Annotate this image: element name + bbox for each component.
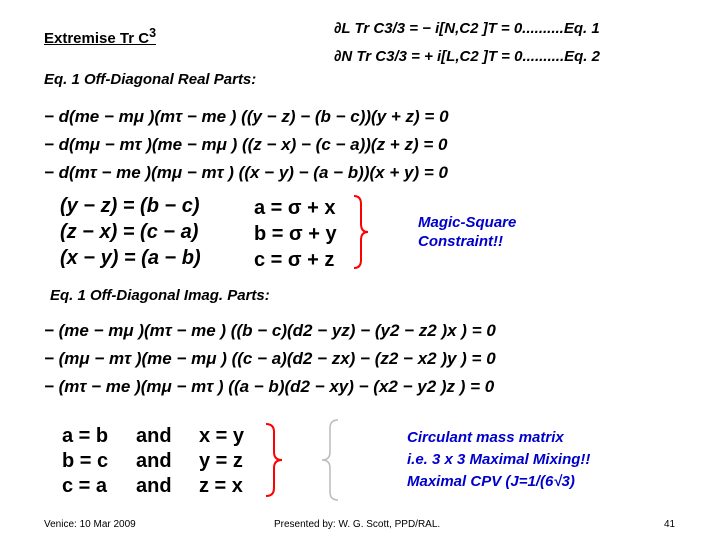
circ-note-line-2: i.e. 3 x 3 Maximal Mixing!! [407, 451, 591, 468]
magic-note-line-1: Magic-Square [418, 214, 517, 231]
top-equation-1: ∂L Tr C3/3 = − i[N,C2 ]T = 0..........Eq. 1 [334, 20, 600, 37]
footer-presenter: Presented by: W. G. Scott, PPD/RAL. [274, 519, 441, 530]
magic-left-1: (y − z) = (b − c) [60, 195, 200, 217]
magic-note-line-2: Constraint!! [418, 233, 503, 250]
footer-date: Venice: 10 Mar 2009 [44, 519, 136, 530]
circulant-gray-brace [318, 418, 340, 502]
circ-left-3: c = a [62, 475, 108, 497]
circ-note-line-3: Maximal CPV (J=1/(6√3) [407, 473, 575, 490]
circ-and-2: and [136, 450, 172, 472]
imag-equation-2: − (mμ − mτ )(me − mμ ) ((c − a)(d2 − zx) − (z2 − x2 )y ) = 0 [44, 349, 496, 368]
imag-parts-heading: Eq. 1 Off-Diagonal Imag. Parts: [50, 287, 270, 304]
circ-left-2: b = c [62, 450, 109, 472]
circ-right-1: x = y [199, 425, 245, 447]
circ-and-1: and [136, 425, 172, 447]
footer-page-number: 41 [664, 519, 676, 530]
imag-equation-3: − (mτ − me )(mμ − mτ ) ((a − b)(d2 − xy) − (x2 − y2 )z ) = 0 [44, 377, 495, 396]
circulant-red-brace [264, 422, 286, 498]
circ-left-1: a = b [62, 425, 109, 447]
real-parts-heading: Eq. 1 Off-Diagonal Real Parts: [44, 71, 257, 88]
real-equation-2: − d(mμ − mτ )(me − mμ ) ((z − x) − (c − a))(z + z) = 0 [44, 135, 448, 154]
magic-left-2: (z − x) = (c − a) [60, 221, 199, 243]
magic-left-3: (x − y) = (a − b) [60, 247, 201, 269]
circ-right-3: z = x [199, 475, 243, 497]
magic-right-2: b = σ + y [254, 223, 337, 245]
circ-right-2: y = z [199, 450, 243, 472]
top-equation-2: ∂N Tr C3/3 = + i[L,C2 ]T = 0..........Eq. 2 [334, 48, 600, 65]
real-equation-3: − d(mτ − me )(mμ − mτ ) ((x − y) − (a − b))(x + y) = 0 [44, 163, 448, 182]
real-equation-1: − d(me − mμ )(mτ − me ) ((y − z) − (b − c))(y + z) = 0 [44, 107, 449, 126]
magic-right-brace [352, 194, 372, 270]
circ-and-3: and [136, 475, 172, 497]
title-superscript: 3 [149, 26, 157, 40]
slide-title: Extremise Tr $C^3$ [44, 26, 157, 47]
circ-note-line-1: Circulant mass matrix [407, 429, 564, 446]
magic-right-3: c = σ + z [254, 249, 335, 271]
magic-right-1: a = σ + x [254, 197, 336, 219]
imag-equation-1: − (me − mμ )(mτ − me ) ((b − c)(d2 − yz) − (y2 − z2 )x ) = 0 [44, 321, 496, 340]
